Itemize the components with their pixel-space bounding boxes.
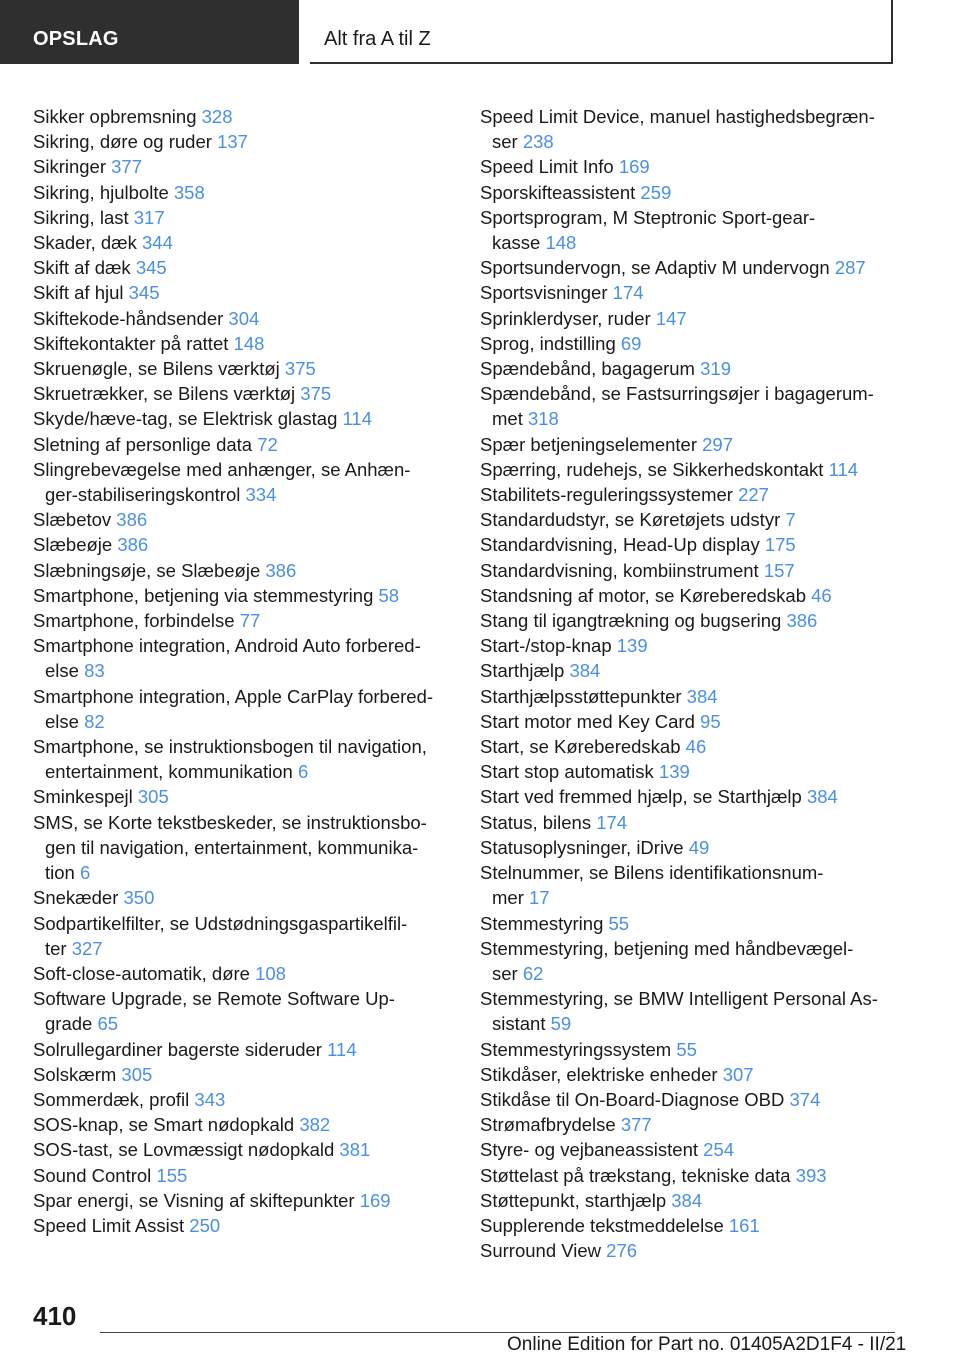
page-reference-link[interactable]: 49 [688,836,710,858]
index-entry [480,1238,900,1263]
entry-text: Sikring, døre og ruder [33,131,218,153]
page-reference-link[interactable]: 328 [201,106,233,127]
page-reference-link[interactable]: 386 [265,559,297,581]
entry-text: Status, bilens [480,811,597,833]
index-column-left [33,104,463,1238]
entry-text: Stikdåser, elektriske enheder [480,1063,723,1085]
index-entry [33,558,463,583]
page-reference-link[interactable]: 374 [789,1088,821,1110]
entry-text: Sletning af personlige data [33,433,258,455]
page-reference-link[interactable]: 139 [616,635,648,657]
index-entry [480,154,900,179]
page-reference-link[interactable]: 62 [522,962,544,984]
index-entry [33,1188,463,1213]
page-reference-link[interactable]: 7 [785,509,796,531]
index-entry [480,709,900,734]
entry-text: Start stop automatisk [480,761,659,783]
entry-text: Speed Limit Assist [33,1214,190,1236]
index-entry [480,684,900,709]
entry-text: Slæbetov [33,509,117,531]
page-reference-link[interactable]: 304 [228,307,260,329]
page-reference-link[interactable]: 317 [133,206,165,228]
index-entry [480,936,900,986]
entry-text: Sprinklerdyser, ruder [480,307,656,329]
index-entry [33,1062,463,1087]
page-reference-link[interactable]: 386 [117,534,149,556]
index-entry [33,911,463,961]
entry-text: Solskærm [33,1063,122,1085]
page-reference-link[interactable]: 148 [233,332,265,354]
page-reference-link[interactable]: 46 [811,584,832,606]
index-entry [33,507,463,532]
index-entry [480,180,900,205]
entry-text: sistant [492,1013,551,1035]
page-reference-link[interactable]: 386 [786,610,818,632]
index-entry [480,583,900,608]
entry-text: Stemmestyring [480,912,609,934]
entry-text: Smartphone, se instruktionsbogen til navigation, [33,736,427,758]
index-entry [33,885,463,910]
entry-text: Software Upgrade, se Remote Software Up- [33,988,395,1010]
entry-text: Spændebånd, se Fastsurringsøjer i bagagerum- [480,383,874,405]
page-reference-link[interactable]: 393 [795,1164,827,1186]
entry-text: mer [492,887,529,909]
page-reference-link[interactable]: 327 [71,937,103,959]
page-reference-link[interactable]: 147 [655,307,687,329]
entry-text: Sprog, indstilling [480,332,621,354]
index-entry [480,104,900,154]
index-entry [33,532,463,557]
entry-text: Starthjælpsstøttepunkter [480,685,687,707]
index-entry [480,986,900,1036]
index-entry [33,230,463,255]
entry-text: Speed Limit Info [480,156,619,178]
index-entry [33,406,463,431]
index-column-right [480,104,900,1263]
entry-text: Sminkespejl [33,786,138,808]
index-entry [480,280,900,305]
entry-text: Starthjælp [480,660,570,682]
entry-text: Slæbeøje [33,534,118,556]
index-entry [480,759,900,784]
entry-text: Standsning af motor, se Kørеberedskab [480,584,812,606]
page-reference-link[interactable]: 305 [121,1063,153,1085]
page-reference-link[interactable]: 381 [339,1139,371,1161]
page-reference-link[interactable]: 384 [671,1189,703,1211]
entry-text: Støttepunkt, starthjælp [480,1189,672,1211]
page-reference-link[interactable]: 108 [255,962,286,984]
page-reference-link[interactable]: 6 [79,862,91,884]
index-entry [33,457,463,507]
entry-text: Skift af dæk [33,257,136,279]
entry-text: ser [492,962,523,984]
page-reference-link[interactable]: 259 [640,181,672,203]
index-entry [33,331,463,356]
entry-text: Stelnummer, se Bilens identifikationsnum- [480,862,824,884]
entry-text: Stemmestyring, betjening med håndbevægel- [480,937,854,959]
page-reference-link[interactable]: 227 [738,484,769,506]
page-reference-link[interactable]: 377 [620,1114,652,1136]
entry-text: Sportsvisninger [480,282,613,304]
page-reference-link[interactable]: 114 [342,408,373,430]
entry-text: kasse [492,232,546,254]
page-reference-link[interactable]: 69 [620,332,642,354]
page-reference-link[interactable]: 65 [97,1013,119,1035]
entry-text: Sporskifteassistent [480,181,641,203]
section-label: OPSLAG [33,28,119,50]
page-reference-link[interactable]: 174 [596,811,628,833]
page-reference-link[interactable]: 139 [658,761,690,783]
entry-text: Styre- og vejbaneassistent [480,1139,704,1161]
page-reference-link[interactable]: 114 [327,1038,357,1060]
page-reference-link[interactable]: 72 [257,433,278,455]
entry-text: SMS, se Korte tekstbeskeder, se instruktionsbo- [33,811,427,833]
page-reference-link[interactable]: 345 [128,282,160,304]
index-entry [33,633,463,683]
entry-text: met [492,408,528,430]
page-reference-link[interactable]: 307 [722,1063,754,1085]
page-reference-link[interactable]: 334 [245,484,277,506]
index-entry [480,1062,900,1087]
entry-text: Statusoplysninger, iDrive [480,836,689,858]
index-entry [33,1137,463,1162]
section-tab [0,0,299,64]
page-reference-link[interactable]: 250 [189,1214,221,1236]
page-reference-link[interactable]: 137 [217,131,248,153]
entry-text: ger-stabiliseringskontrol [45,484,246,506]
page-reference-link[interactable]: 169 [359,1189,391,1211]
entry-text: Smartphone integration, Android Auto forbered- [33,635,421,657]
entry-text: Speed Limit Device, manuel hastighedsbegræn- [480,106,875,127]
page-reference-link[interactable]: 77 [239,610,261,632]
entry-text: Skruetrækker, se Bilens værktøj [33,383,301,405]
entry-text: Supplerende tekstmeddelelse [480,1214,729,1236]
entry-text: Skader, dæk [33,232,143,254]
index-entry [33,1163,463,1188]
page-reference-link[interactable]: 384 [806,786,838,808]
entry-text: Start ved fremmed hjælp, se Starthjælp [480,786,807,808]
page-reference-link[interactable]: 174 [612,282,644,304]
index-entry [480,1188,900,1213]
page-reference-link[interactable]: 95 [700,710,721,732]
entry-text: Skiftekontakter på rattet [33,332,234,354]
entry-text: Standardvisning, Head-Up display [480,534,765,556]
page-reference-link[interactable]: 377 [111,156,143,178]
index-entry [480,608,900,633]
entry-text: Spændebånd, bagagerum [480,358,701,380]
footer-divider [100,1332,895,1333]
index-entry [480,482,900,507]
page-reference-link[interactable]: 382 [299,1114,331,1136]
index-entry [480,1037,900,1062]
index-entry [33,583,463,608]
index-entry [480,633,900,658]
index-entry [480,558,900,583]
page-reference-link[interactable]: 386 [116,509,148,531]
entry-text: Skiftekode-håndsender [33,307,229,329]
page-reference-link[interactable]: 384 [569,660,601,682]
index-entry [33,180,463,205]
page-reference-link[interactable]: 297 [702,433,734,455]
index-entry [480,911,900,936]
index-entry [33,608,463,633]
entry-text: tion [45,862,80,884]
page-reference-link[interactable]: 384 [686,685,718,707]
index-entry [480,306,900,331]
entry-text: Sikringer [33,156,112,178]
page-reference-link[interactable]: 46 [685,736,707,758]
chapter-title: Alt fra A til Z [324,28,431,50]
index-entry [480,205,900,255]
index-entry [480,1163,900,1188]
page-reference-link[interactable]: 319 [700,358,731,380]
page-reference-link[interactable]: 148 [545,232,577,254]
entry-text: Surround View [480,1240,607,1262]
entry-text: Skift af hjul [33,282,129,304]
page-reference-link[interactable]: 344 [142,232,173,254]
entry-text: Spar energi, se Visning af skiftepunkter [33,1189,360,1211]
index-entry [480,432,900,457]
entry-text: Start, se Køreberedskab [480,736,686,758]
edition-note: Online Edition for Part no. 01405A2D1F4 - II/21 [507,1334,907,1355]
index-entry [480,1112,900,1137]
entry-text: Smartphone integration, Apple CarPlay forbered- [33,685,434,707]
index-entry [33,986,463,1036]
page-reference-link[interactable]: 305 [137,786,169,808]
entry-text: Sodpartikelfilter, se Udstødningsgaspartikelfil- [33,912,408,934]
index-entry [33,154,463,179]
index-entry [33,961,463,986]
entry-text: Skyde/hæve-tag, se Elektrisk glastag [33,408,343,430]
entry-text: Sikker opbremsning [33,106,202,127]
entry-text: Slingrebevægelse med anhænger, se Anhæn- [33,458,411,480]
page-reference-link[interactable]: 6 [297,761,309,783]
index-entry [480,331,900,356]
entry-text: Sikring, hjulbolte [33,181,174,203]
index-entry [480,734,900,759]
entry-text: Stemmestyringssystem [480,1038,677,1060]
page-reference-link[interactable]: 17 [529,887,550,909]
page-reference-link[interactable]: 276 [606,1240,638,1262]
page-reference-link[interactable]: 345 [135,257,167,279]
index-entry [33,306,463,331]
entry-text: Start-/stop-knap [480,635,617,657]
index-entry [33,280,463,305]
entry-text: Støttelast på trækstang, tekniske data [480,1164,796,1186]
index-entry [480,381,900,431]
page-reference-link[interactable]: 55 [676,1038,697,1060]
index-entry [33,205,463,230]
page-reference-link[interactable]: 175 [764,534,796,556]
entry-text: Spær betjeningselementer [480,433,703,455]
page-reference-link[interactable]: 358 [173,181,205,203]
entry-text: Standardvisning, kombiinstrument [480,559,764,581]
index-entry [480,860,900,910]
page-reference-link[interactable]: 375 [284,358,316,380]
entry-text: grade [45,1013,98,1035]
entry-text: Strømafbrydelse [480,1114,621,1136]
index-entry [33,1087,463,1112]
entry-text: gen til navigation, entertainment, kommunika- [45,836,419,858]
index-entry [33,129,463,154]
entry-text: Stikdåse til On-Board-Diagnose OBD [480,1088,790,1110]
entry-text: Start motor med Key Card [480,710,701,732]
page-reference-link[interactable]: 82 [84,710,105,732]
index-entry [480,255,900,280]
page-reference-link[interactable]: 287 [834,257,866,279]
entry-text: Snekæder [33,887,124,909]
entry-text: SOS-knap, se Smart nødopkald [33,1114,300,1136]
entry-text: Sommerdæk, profil [33,1088,195,1110]
entry-text: else [45,710,85,732]
entry-text: else [45,660,85,682]
page-reference-link[interactable]: 157 [763,559,795,581]
page-reference-link[interactable]: 238 [522,131,554,153]
index-entry [480,507,900,532]
index-entry [33,356,463,381]
index-entry [33,104,463,129]
entry-text: Smartphone, forbindelse [33,610,240,632]
entry-text: Sportsprogram, M Steptronic Sport-gear- [480,206,816,228]
index-entry [33,381,463,406]
index-entry [480,1213,900,1238]
index-entry [33,784,463,809]
entry-text: entertainment, kommunikation [45,761,298,783]
page-number: 410 [33,1301,77,1331]
entry-text: Sikring, last [33,206,134,228]
entry-text: Stemmestyring, se BMW Intelligent Personal As- [480,988,878,1010]
index-entry [480,784,900,809]
entry-text: Stang til igangtrækning og bugsering [480,610,787,632]
index-entry [480,835,900,860]
entry-text: Smartphone, betjening via stemmestyring [33,584,379,606]
index-entry [480,532,900,557]
entry-text: Skruenøgle, se Bilens værktøj [33,358,285,380]
page-reference-link[interactable]: 114 [828,458,859,480]
index-entry [33,1213,463,1238]
entry-text: Standardudstyr, se Køretøjets udstyr [480,509,786,531]
index-entry [33,810,463,886]
index-entry [33,1037,463,1062]
entry-text: Stabilitets-reguleringssystemer [480,484,739,506]
page-reference-link[interactable]: 155 [156,1164,188,1186]
index-entry [33,432,463,457]
page-reference-link[interactable]: 375 [300,383,332,405]
page-reference-link[interactable]: 350 [123,887,155,909]
entry-text: Soft-close-automatik, døre [33,962,256,984]
page-reference-link[interactable]: 254 [703,1139,735,1161]
index-entry [33,734,463,784]
entry-text: Spærring, rudehejs, se Sikkerhedskontakt [480,458,829,480]
page-reference-link[interactable]: 161 [728,1214,760,1236]
index-entry [480,1087,900,1112]
entry-text: Sportsundervogn, se Adaptiv M undervogn [480,257,835,279]
page-reference-link[interactable]: 318 [527,408,559,430]
index-entry [480,356,900,381]
page-reference-link[interactable]: 59 [550,1013,572,1035]
page-reference-link[interactable]: 343 [194,1088,226,1110]
index-entry [33,1112,463,1137]
chapter-header [310,0,893,64]
index-entry [480,1137,900,1162]
index-entry [480,810,900,835]
entry-text: Sound Control [33,1164,157,1186]
entry-text: ser [492,131,523,153]
index-entry [480,658,900,683]
page-reference-link[interactable]: 55 [608,912,630,934]
page-reference-link[interactable]: 169 [618,156,650,178]
index-entry [480,457,900,482]
entry-text: Solrullegardiner bagerste sideruder [33,1038,328,1060]
entry-text: ter [45,937,72,959]
entry-text: SOS-tast, se Lovmæssigt nødopkald [33,1139,340,1161]
page-reference-link[interactable]: 58 [378,584,400,606]
page-reference-link[interactable]: 83 [84,660,105,682]
index-entry [33,684,463,734]
entry-text: Slæbningsøje, se Slæbeøje [33,559,266,581]
index-entry [33,255,463,280]
